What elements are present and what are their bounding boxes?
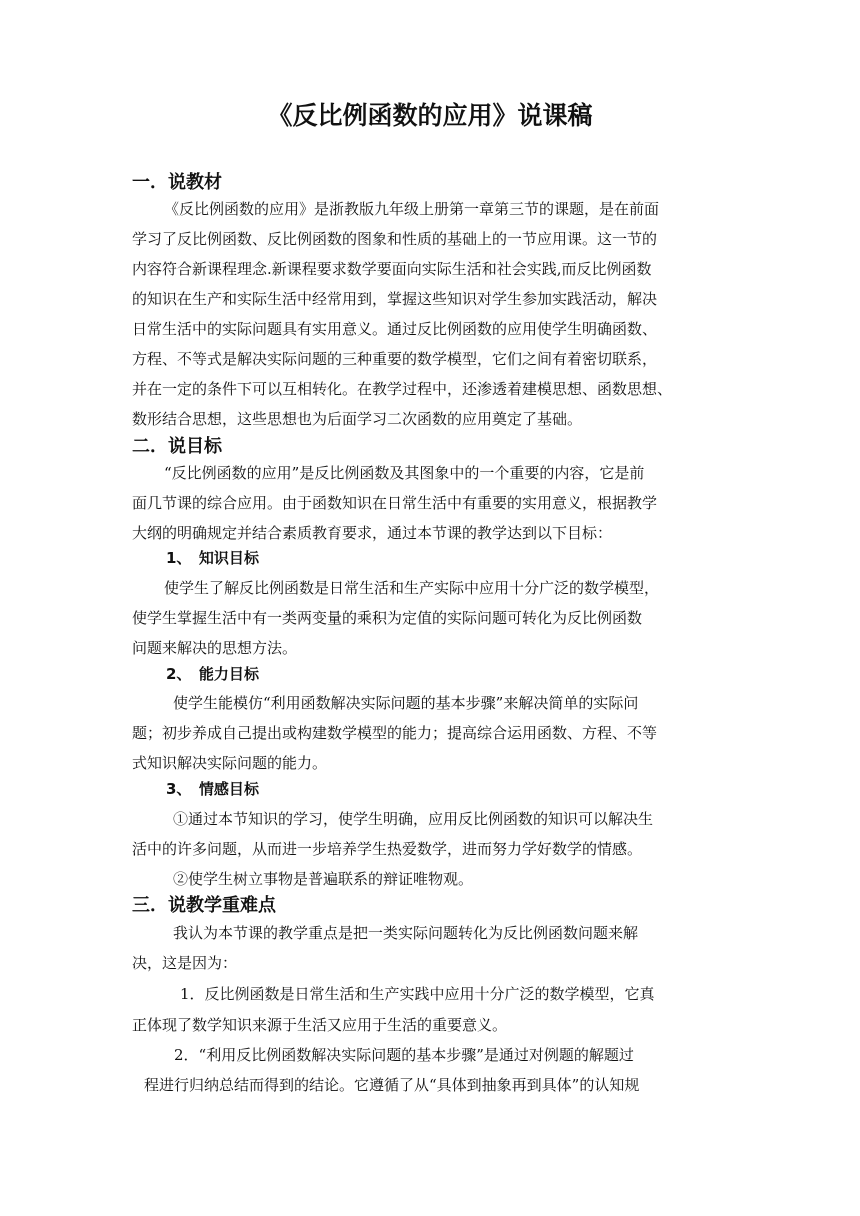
paragraph-line: ①通过本节知识的学习，使学生明确，应用反比例函数的知识可以解决生	[173, 810, 654, 828]
section-heading-textbook: 一．说教材	[132, 172, 222, 193]
paragraph-line: 正体现了数学知识来源于生活又应用于生活的重要意义。	[132, 1016, 508, 1034]
paragraph-line: 活中的许多问题，从而进一步培养学生热爱数学，进而努力学好数学的情感。	[132, 840, 643, 858]
paragraph-line: 使学生能模仿“利用函数解决实际问题的基本步骤”来解决简单的实际问	[173, 694, 639, 712]
paragraph-line: 大纲的明确规定并结合素质教育要求，通过本节课的教学达到以下目标：	[132, 524, 613, 542]
paragraph-line: 日常生活中的实际问题具有实用意义。通过反比例函数的应用使学生明确函数、	[132, 320, 658, 338]
paragraph-line: 内容符合新课程理念.新课程要求数学要面向实际生活和社会实践,而反比例函数	[132, 260, 652, 278]
section-heading-key-points: 三．说教学重难点	[132, 895, 276, 916]
paragraph-line: 数形结合思想，这些思想也为后面学习二次函数的应用奠定了基础。	[132, 410, 583, 428]
paragraph-line: 《反比例函数的应用》是浙教版九年级上册第一章第三节的课题，是在前面	[164, 200, 660, 218]
subheading-knowledge-goals: 1、 知识目标	[166, 549, 259, 567]
section-heading-objectives: 二．说目标	[132, 436, 222, 457]
paragraph-line: 式知识解决实际问题的能力。	[132, 754, 328, 772]
paragraph-line: ②使学生树立事物是普遍联系的辩证唯物观。	[173, 870, 474, 888]
paragraph-line: 2．“利用反比例函数解决实际问题的基本步骤”是通过对例题的解题过	[174, 1046, 634, 1064]
paragraph-line: 决，这是因为：	[132, 954, 238, 972]
paragraph-line: 程进行归纳总结而得到的结论。它遵循了从“具体到抽象再到具体”的认知规	[144, 1076, 640, 1094]
paragraph-line: 题；初步养成自己提出或构建数学模型的能力；提高综合运用函数、方程、不等	[132, 724, 658, 742]
paragraph-line: 我认为本节课的教学重点是把一类实际问题转化为反比例函数问题来解	[173, 924, 639, 942]
subheading-ability-goals: 2、 能力目标	[166, 665, 259, 683]
paragraph-line: 的知识在生产和实际生活中经常用到，掌握这些知识对学生参加实践活动，解决	[132, 290, 658, 308]
paragraph-line: 1．反比例函数是日常生活和生产实践中应用十分广泛的数学模型，它真	[180, 985, 655, 1003]
subheading-emotion-goals: 3、 情感目标	[166, 780, 259, 798]
document-title: 《反比例函数的应用》说课稿	[267, 101, 593, 130]
paragraph-line: 并在一定的条件下可以互相转化。在教学过程中，还渗透着建模思想、函数思想、	[132, 380, 673, 398]
paragraph-line: 使学生了解反比例函数是日常生活和生产实际中应用十分广泛的数学模型，	[164, 579, 660, 597]
paragraph-line: 学习了反比例函数、反比例函数的图象和性质的基础上的一节应用课。这一节的	[132, 230, 658, 248]
paragraph-line: 面几节课的综合应用。由于函数知识在日常生活中有重要的实用意义，根据教学	[132, 494, 658, 512]
paragraph-line: 问题来解决的思想方法。	[132, 639, 298, 657]
paragraph-line: “反比例函数的应用”是反比例函数及其图象中的一个重要的内容，它是前	[164, 464, 645, 482]
paragraph-line: 使学生掌握生活中有一类两变量的乘积为定值的实际问题可转化为反比例函数	[132, 609, 643, 627]
paragraph-line: 方程、不等式是解决实际问题的三种重要的数学模型，它们之间有着密切联系，	[132, 350, 658, 368]
